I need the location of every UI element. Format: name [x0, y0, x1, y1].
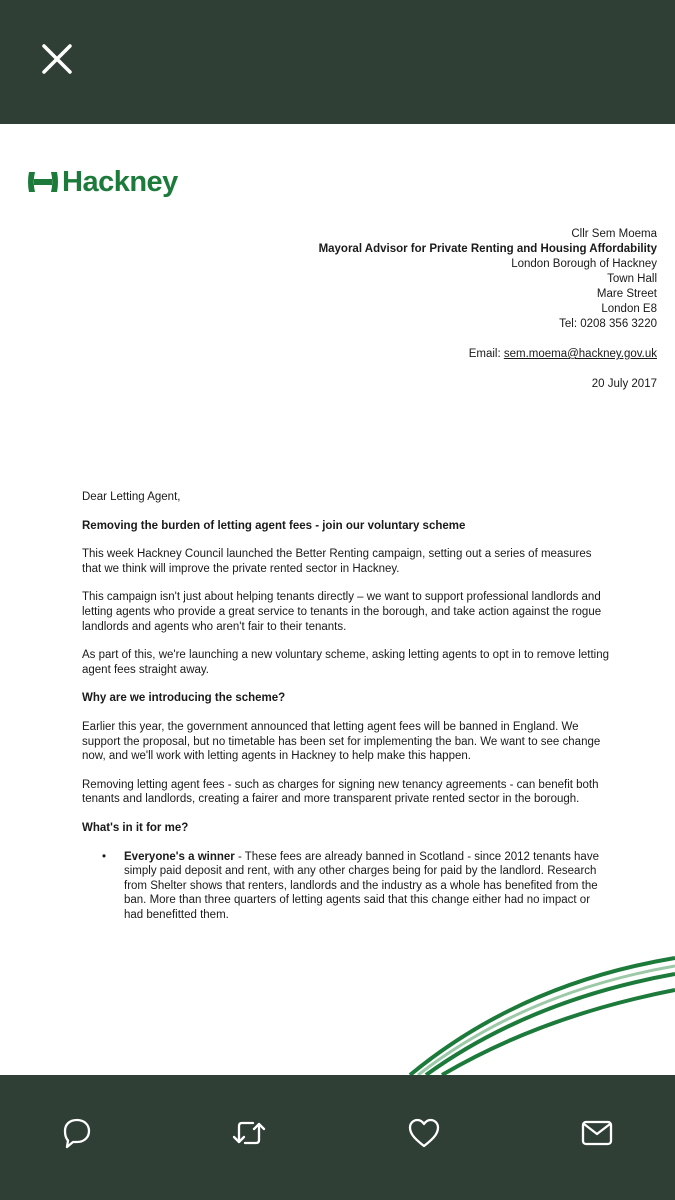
letter-body — [82, 490, 612, 936]
section-heading: Why are we introducing the scheme? — [82, 692, 286, 705]
email-link: sem.moema@hackney.gov.uk — [503, 348, 657, 360]
email-label: Email: — [468, 348, 504, 360]
message-icon[interactable] — [579, 1115, 615, 1151]
sender-address — [319, 227, 657, 392]
letter-subject: Removing the burden of letting agent fees - join our voluntary scheme — [82, 519, 466, 532]
letter-date: 20 July 2017 — [591, 378, 657, 390]
paragraph: Earlier this year, the government announced that letting agent fees will be banned in England. We support the proposal, but no timetable has been set for implementing the ban. We want to see change now, and we'll work with letting agents in Hackney to help make this happen. — [82, 720, 601, 763]
reply-icon[interactable] — [59, 1115, 95, 1151]
paragraph: Removing letting agent fees - such as charges for signing new tenancy agreements - can benefit both tenants and landlords, creating a fairer and more transparent private rented sector in the borough. — [82, 778, 599, 806]
bullet-title: Everyone's a winner — [124, 850, 235, 863]
hackney-logo-mark-icon — [26, 164, 60, 200]
top-bar — [0, 0, 675, 124]
logo-text: Hackney — [62, 166, 178, 198]
sender-name: Cllr Sem Moema — [571, 228, 657, 240]
sender-title: Mayoral Advisor for Private Renting and Housing Affordability — [318, 243, 657, 255]
close-icon[interactable] — [36, 38, 78, 80]
sender-org: London Borough of Hackney — [511, 258, 657, 270]
hackney-logo — [26, 164, 216, 200]
address-line: Town Hall — [607, 273, 657, 285]
paragraph: This week Hackney Council launched the Better Renting campaign, setting out a series of measures that we think will improve the private rented sector in Hackney. — [82, 548, 592, 575]
address-line: London E8 — [601, 303, 657, 315]
action-bar — [0, 1075, 675, 1200]
sender-email — [319, 347, 657, 362]
decorative-swoosh-icon — [400, 944, 675, 1075]
like-icon[interactable] — [406, 1115, 442, 1151]
bullet-text: - These fees are already banned in Scotland - since 2012 tenants have simply paid deposit and rent, with any other charges being for paid by the landlord. Research from Shelter shows that renters, landlords and the industry as a whole has benefited from the ban. More than three quarters of letting agents said that this change either had no impact or had benefitted them. — [124, 850, 599, 921]
salutation: Dear Letting Agent, — [82, 491, 181, 503]
retweet-icon[interactable] — [231, 1115, 267, 1151]
bullet-dot: • — [102, 850, 107, 863]
paragraph: As part of this, we're launching a new voluntary scheme, asking letting agents to opt in to remove letting agent fees straight away. — [82, 649, 610, 676]
section-heading: What's in it for me? — [82, 821, 189, 834]
address-line: Mare Street — [596, 288, 657, 300]
sender-tel: Tel: 0208 356 3220 — [559, 318, 657, 330]
bullet-item — [82, 850, 612, 923]
letter-image[interactable] — [0, 124, 675, 1075]
paragraph: This campaign isn't just about helping tenants directly – we want to support professional landlords and letting agents who provide a great service to tenants in the borough, and take action against the rogue landlords and agents who aren't fair to their tenants. — [82, 591, 602, 633]
